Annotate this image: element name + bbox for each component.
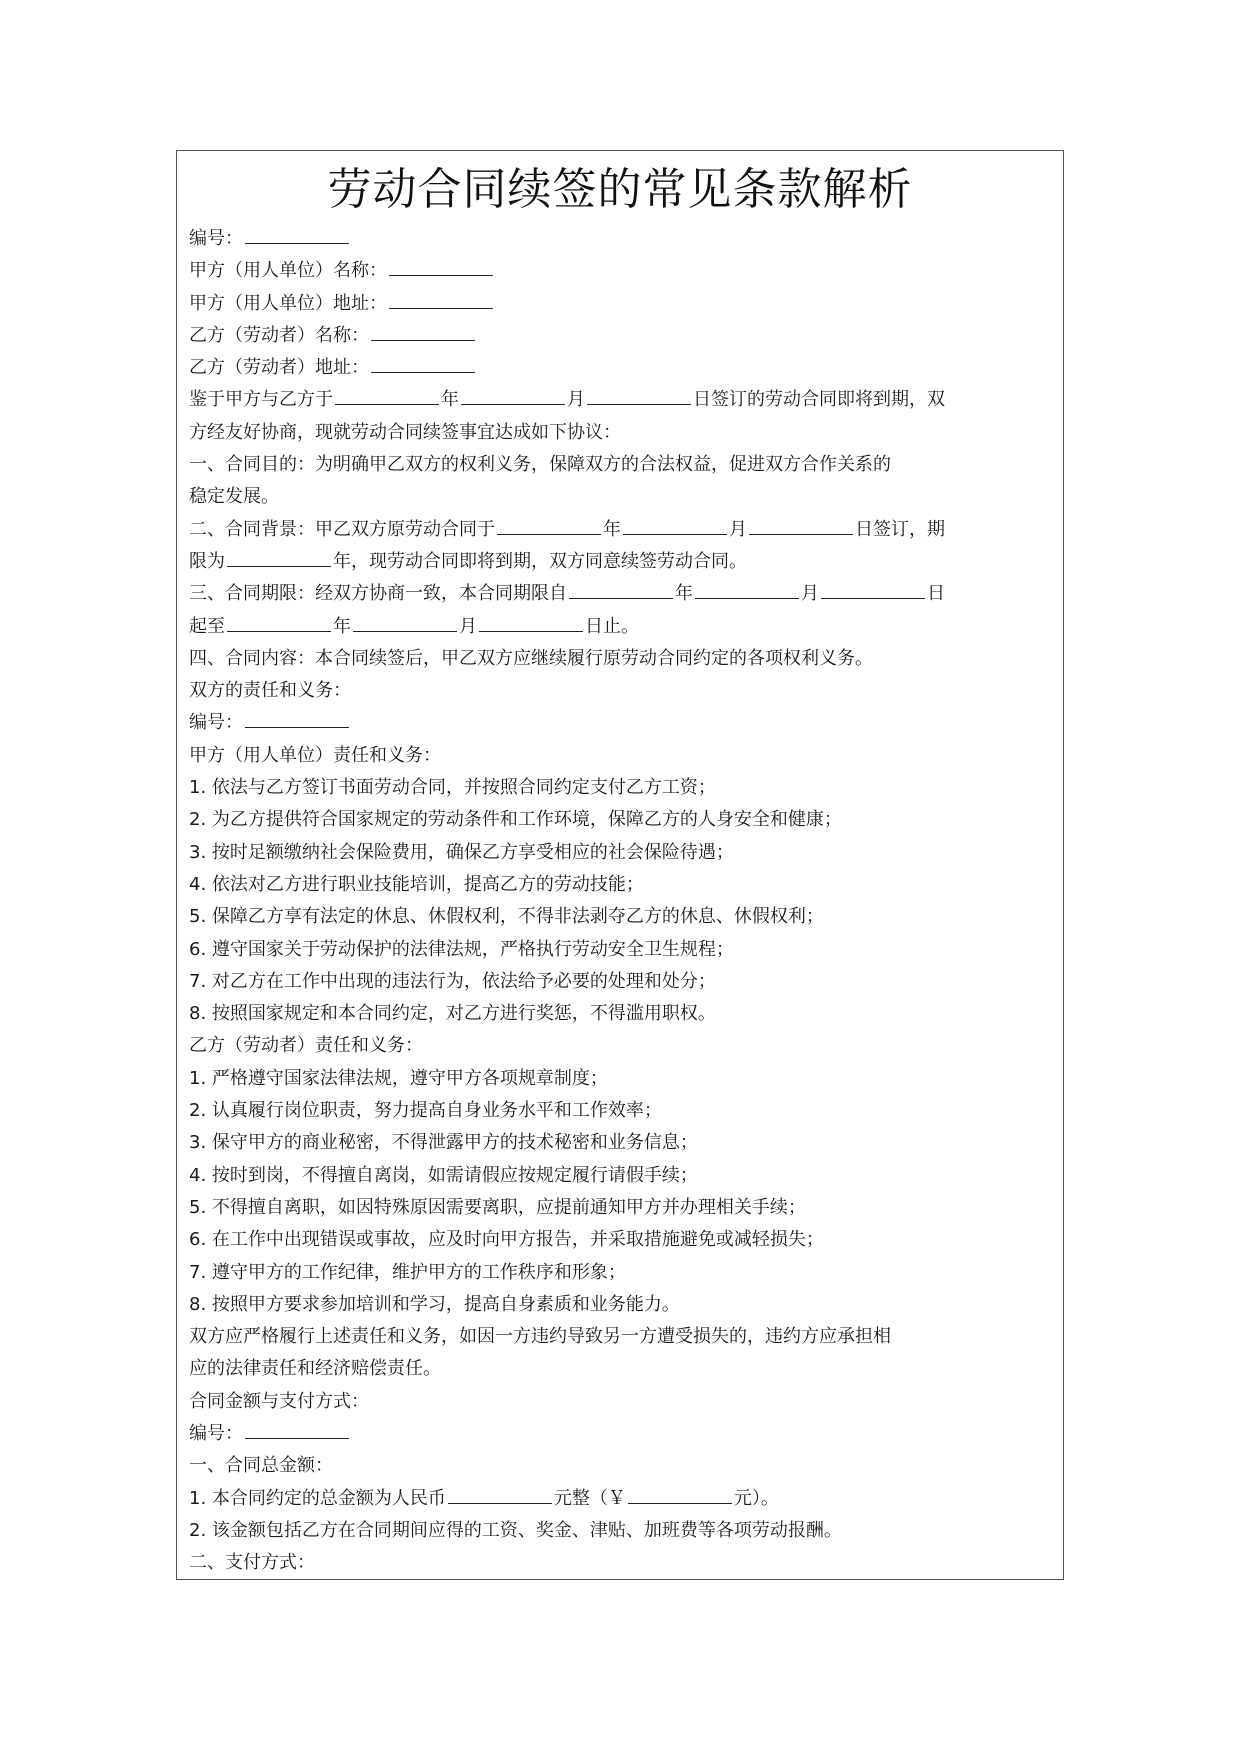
fill-in-blank[interactable] <box>628 1483 732 1504</box>
doc-line-intro-2 <box>189 417 1051 449</box>
line-text: 编号： <box>189 712 243 734</box>
doc-line-number-1 <box>189 223 1051 255</box>
line-text: 应的法律责任和经济赔偿责任。 <box>189 1358 441 1380</box>
fill-in-blank[interactable] <box>623 514 727 535</box>
line-text: 一、合同目的：为明确甲乙双方的权利义务，保障双方的合法权益，促进双方合作关系的 <box>189 454 891 476</box>
fill-in-blank[interactable] <box>227 611 331 632</box>
line-text: 1. 严格遵守国家法律法规，遵守甲方各项规章制度； <box>189 1067 608 1089</box>
doc-line-duties-heading <box>189 675 1051 707</box>
line-text: 4. 依法对乙方进行职业技能培训，提高乙方的劳动技能； <box>189 873 644 895</box>
doc-line-a-8 <box>189 998 1051 1030</box>
doc-line-clause-4 <box>189 643 1051 675</box>
doc-line-party-a-duties <box>189 740 1051 772</box>
fill-in-blank[interactable] <box>335 384 439 405</box>
fill-in-blank[interactable] <box>389 255 493 276</box>
line-text: 月 <box>567 389 585 411</box>
doc-line-b-7 <box>189 1257 1051 1289</box>
line-text: 编号： <box>189 228 243 249</box>
fill-in-blank[interactable] <box>821 578 925 599</box>
line-text: 日 <box>927 583 945 605</box>
doc-line-b-1 <box>189 1063 1051 1095</box>
line-text: 限为 <box>189 550 225 572</box>
doc-line-a-1 <box>189 772 1051 804</box>
line-text: 2. 认真履行岗位职责，努力提高自身业务水平和工作效率； <box>189 1100 662 1122</box>
line-text: 甲方（用人单位）地址： <box>189 292 387 314</box>
line-text: 二、支付方式： <box>189 1552 315 1574</box>
fill-in-blank[interactable] <box>353 611 457 632</box>
line-text: 7. 对乙方在工作中出现的违法行为，依法给予必要的处理和处分； <box>189 970 716 992</box>
doc-line-total-2 <box>189 1515 1051 1547</box>
doc-line-total-1 <box>189 1483 1051 1515</box>
fill-in-blank[interactable] <box>245 707 349 728</box>
doc-line-number-3 <box>189 1418 1051 1450</box>
line-text: 5. 不得擅自离职，如因特殊原因需要离职，应提前通知甲方并办理相关手续； <box>189 1196 806 1218</box>
line-text: 稳定发展。 <box>189 486 279 508</box>
line-text: 年 <box>675 583 693 605</box>
doc-line-a-2 <box>189 804 1051 836</box>
document-body <box>189 223 1051 1579</box>
doc-line-a-4 <box>189 869 1051 901</box>
line-text: 6. 遵守国家关于劳动保护的法律法规，严格执行劳动安全卫生规程； <box>189 938 734 960</box>
fill-in-blank[interactable] <box>389 288 493 309</box>
line-text: 月 <box>801 583 819 605</box>
line-text: 乙方（劳动者）地址： <box>189 357 369 379</box>
fill-in-blank[interactable] <box>245 1418 349 1439</box>
doc-line-clause-3b <box>189 611 1051 643</box>
doc-line-clause-2b <box>189 546 1051 578</box>
line-text: 8. 按照国家规定和本合同约定，对乙方进行奖惩，不得滥用职权。 <box>189 1003 716 1025</box>
line-text: 编号： <box>189 1422 243 1444</box>
line-text: 合同金额与支付方式： <box>189 1390 369 1412</box>
doc-line-total-heading <box>189 1450 1051 1482</box>
doc-line-clause-2a <box>189 514 1051 546</box>
line-text: 乙方（劳动者）名称： <box>189 324 369 346</box>
line-text: 双方应严格履行上述责任和义务，如因一方违约导致另一方遭受损失的，违约方应承担相 <box>189 1326 891 1348</box>
fill-in-blank[interactable] <box>569 578 673 599</box>
document-frame <box>176 150 1064 1580</box>
doc-line-party-b-name <box>189 320 1051 352</box>
line-text: 年 <box>603 518 621 540</box>
doc-line-party-b-duties <box>189 1030 1051 1062</box>
line-text: 4. 按时到岗，不得擅自离岗，如需请假应按规定履行请假手续； <box>189 1164 698 1186</box>
line-text: 四、合同内容：本合同续签后，甲乙双方应继续履行原劳动合同约定的各项权利义务。 <box>189 647 873 669</box>
doc-line-b-6 <box>189 1224 1051 1256</box>
fill-in-blank[interactable] <box>245 223 349 244</box>
doc-line-a-6 <box>189 934 1051 966</box>
fill-in-blank[interactable] <box>497 514 601 535</box>
line-text: 双方的责任和义务： <box>189 680 351 702</box>
doc-line-clause-3a <box>189 578 1051 610</box>
doc-line-liability-b <box>189 1353 1051 1385</box>
line-text: 二、合同背景：甲乙双方原劳动合同于 <box>189 518 495 540</box>
line-text: 月 <box>459 615 477 637</box>
fill-in-blank[interactable] <box>695 578 799 599</box>
doc-line-party-a-name <box>189 255 1051 287</box>
line-text: 一、合同总金额： <box>189 1455 333 1477</box>
fill-in-blank[interactable] <box>371 320 475 341</box>
line-text: 1. 依法与乙方签订书面劳动合同，并按照合同约定支付乙方工资； <box>189 777 716 799</box>
line-text: 年 <box>441 389 459 411</box>
fill-in-blank[interactable] <box>479 611 583 632</box>
doc-line-clause-1b <box>189 481 1051 513</box>
line-text: 日签订，期 <box>855 518 945 540</box>
doc-line-a-5 <box>189 901 1051 933</box>
line-text: 年 <box>333 615 351 637</box>
doc-line-b-3 <box>189 1127 1051 1159</box>
doc-line-a-7 <box>189 966 1051 998</box>
fill-in-blank[interactable] <box>371 352 475 373</box>
line-text: 元整（￥ <box>553 1487 626 1509</box>
fill-in-blank[interactable] <box>749 514 853 535</box>
line-text: 5. 保障乙方享有法定的休息、休假权利，不得非法剥夺乙方的休息、休假权利； <box>189 906 824 928</box>
line-text: 乙方（劳动者）责任和义务： <box>189 1035 423 1057</box>
line-text: 1. 本合同约定的总金额为人民币 <box>189 1487 446 1509</box>
line-text: 7. 遵守甲方的工作纪律，维护甲方的工作秩序和形象； <box>189 1261 626 1283</box>
doc-line-liability-a <box>189 1321 1051 1353</box>
line-text: 3. 按时足额缴纳社会保险费用，确保乙方享受相应的社会保险待遇； <box>189 841 734 863</box>
line-text: 日止。 <box>585 615 639 637</box>
line-text: 2. 该金额包括乙方在合同期间应得的工资、奖金、津贴、加班费等各项劳动报酬。 <box>189 1519 842 1541</box>
fill-in-blank[interactable] <box>448 1483 552 1504</box>
doc-line-b-2 <box>189 1095 1051 1127</box>
fill-in-blank[interactable] <box>227 546 331 567</box>
line-text: 3. 保守甲方的商业秘密，不得泄露甲方的技术秘密和业务信息； <box>189 1132 698 1154</box>
fill-in-blank[interactable] <box>587 384 691 405</box>
doc-line-method-heading <box>189 1547 1051 1579</box>
fill-in-blank[interactable] <box>461 384 565 405</box>
doc-line-a-3 <box>189 837 1051 869</box>
line-text: 三、合同期限：经双方协商一致，本合同期限自 <box>189 583 567 605</box>
doc-line-payment-heading <box>189 1386 1051 1418</box>
line-text: 日签订的劳动合同即将到期，双 <box>693 389 945 411</box>
line-text: 8. 按照甲方要求参加培训和学习，提高自身素质和业务能力。 <box>189 1293 680 1315</box>
doc-line-number-2 <box>189 707 1051 739</box>
doc-line-b-4 <box>189 1160 1051 1192</box>
line-text: 起至 <box>189 615 225 637</box>
line-text: 鉴于甲方与乙方于 <box>189 389 333 411</box>
doc-line-intro-1 <box>189 384 1051 416</box>
doc-line-b-8 <box>189 1289 1051 1321</box>
line-text: 年，现劳动合同即将到期，双方同意续签劳动合同。 <box>333 550 747 572</box>
doc-line-clause-1a <box>189 449 1051 481</box>
line-text: 2. 为乙方提供符合国家规定的劳动条件和工作环境，保障乙方的人身安全和健康； <box>189 809 842 831</box>
line-text: 方经友好协商，现就劳动合同续签事宜达成如下协议： <box>189 421 621 443</box>
line-text: 甲方（用人单位）责任和义务： <box>189 744 441 766</box>
doc-line-party-b-address <box>189 352 1051 384</box>
line-text: 6. 在工作中出现错误或事故，应及时向甲方报告，并采取措施避免或减轻损失； <box>189 1229 824 1251</box>
line-text: 甲方（用人单位）名称： <box>189 260 387 282</box>
document-title: 劳动合同续签的常见条款解析 <box>327 164 913 215</box>
line-text: 元）。 <box>733 1487 779 1509</box>
doc-line-b-5 <box>189 1192 1051 1224</box>
doc-line-party-a-address <box>189 288 1051 320</box>
line-text: 月 <box>729 518 747 540</box>
